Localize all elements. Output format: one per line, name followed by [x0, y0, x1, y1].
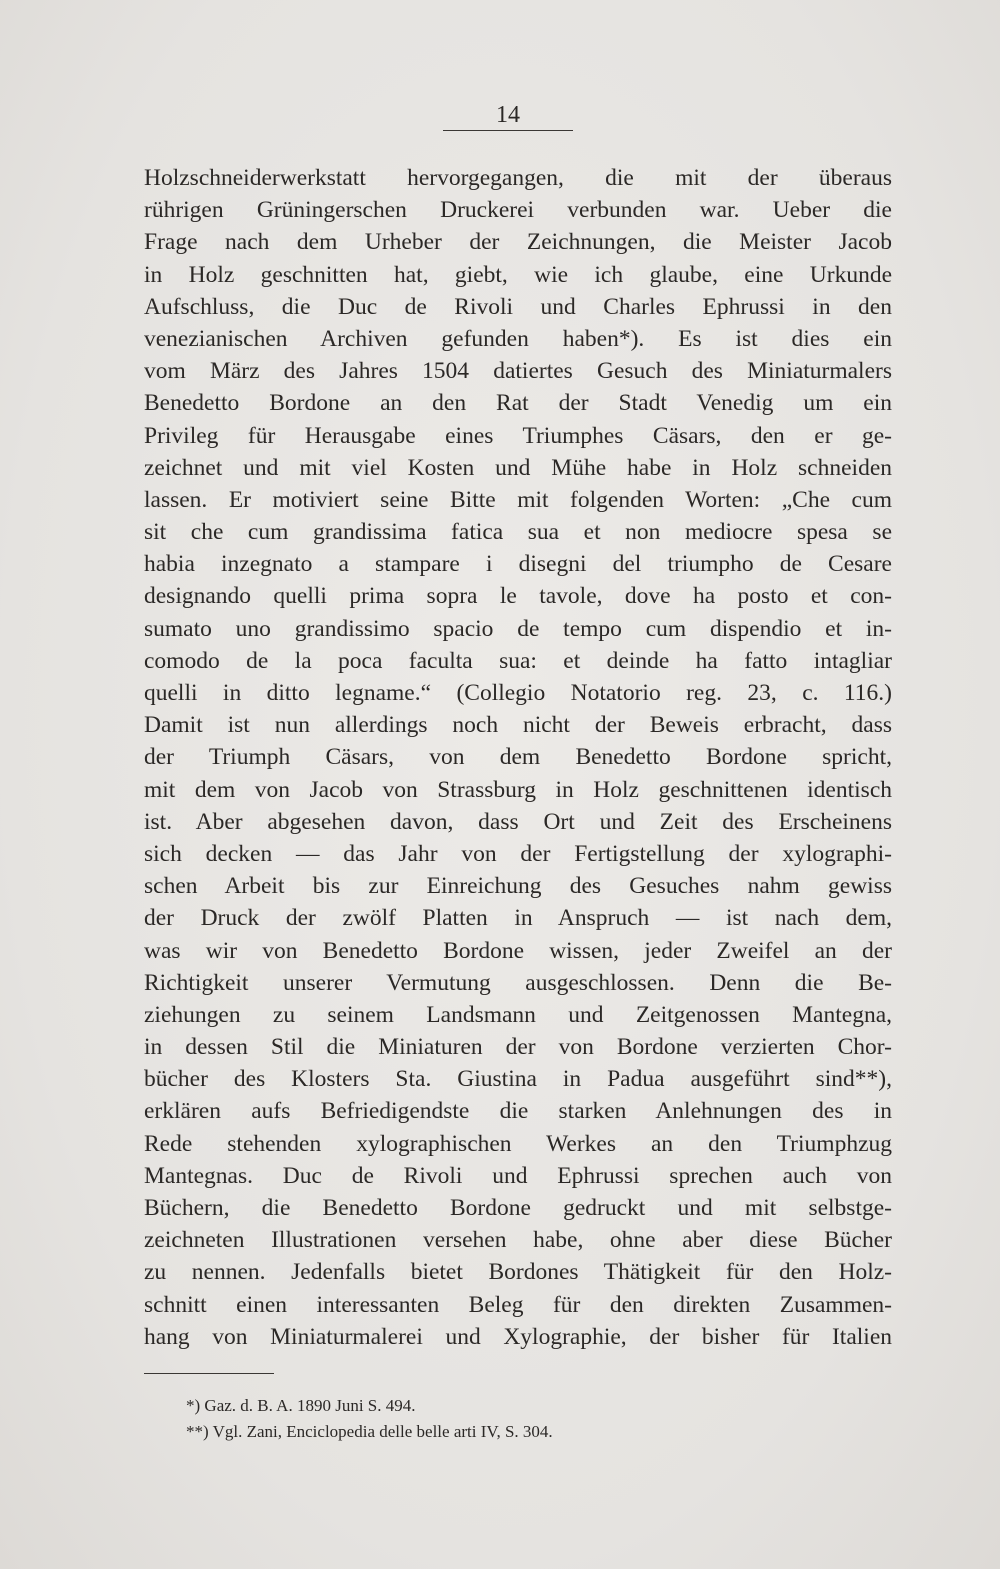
text-line: was wir von Benedetto Bordone wissen, jeder Zweifel an der [144, 937, 892, 964]
text-line: Büchern, die Benedetto Bordone gedruckt und mit selbstge- [144, 1195, 892, 1221]
header-rule [443, 130, 573, 131]
text-line: Privileg für Herausgabe eines Triumphes Cäsars, den er ge- [144, 422, 892, 449]
text-line: lassen. Er motiviert seine Bitte mit folgenden Worten: „Che cum [144, 486, 892, 513]
text-line: sit che cum grandissima fatica sua et non mediocre spesa se [144, 519, 892, 546]
text-line: hang von Miniaturmalerei und Xylographie, der bisher für Italien [144, 1323, 892, 1350]
text-line: Mantegnas. Duc de Rivoli und Ephrussi sprechen auch von [144, 1162, 892, 1189]
footnote: **) Vgl. Zani, Enciclopedia delle belle arti IV, S. 304. [186, 1422, 553, 1441]
page-number: 14 [496, 102, 520, 128]
text-line: venezianischen Archiven gefunden haben*). Es ist dies ein [144, 325, 892, 352]
text-line: Richtigkeit unserer Vermutung ausgeschlossen. Denn die Be- [144, 969, 892, 996]
text-line: Aufschluss, die Duc de Rivoli und Charles Ephrussi in den [144, 293, 892, 320]
text-line: Frage nach dem Urheber der Zeichnungen, die Meister Jacob [144, 229, 892, 256]
footnote-rule [144, 1373, 274, 1374]
text-line: schnitt einen interessanten Beleg für den direkten Zusammen- [144, 1291, 892, 1318]
text-line: Rede stehenden xylographischen Werkes an den Triumphzug [144, 1130, 892, 1157]
text-line: rührigen Grüningerschen Druckerei verbunden war. Ueber die [144, 197, 892, 224]
text-line: der Triumph Cäsars, von dem Benedetto Bordone spricht, [144, 744, 892, 771]
text-line: ist. Aber abgesehen davon, dass Ort und Zeit des Erscheinens [144, 808, 892, 835]
text-line: in Holz geschnitten hat, giebt, wie ich glaube, eine Urkunde [144, 261, 892, 288]
text-line: zeichneten Illustrationen versehen habe, ohne aber diese Bücher [144, 1227, 892, 1254]
text-line: mit dem von Jacob von Strassburg in Holz geschnittenen identisch [144, 776, 892, 803]
text-line: Benedetto Bordone an den Rat der Stadt Venedig um ein [144, 390, 892, 417]
text-line: schen Arbeit bis zur Einreichung des Gesuches nahm gewiss [144, 873, 892, 900]
footnotes [186, 1393, 786, 1445]
text-line: habia inzegnato a stampare i disegni del triumpho de Cesare [144, 551, 892, 578]
text-line: in dessen Stil die Miniaturen der von Bordone verzierten Chor- [144, 1034, 892, 1061]
text-line: zeichnet und mit viel Kosten und Mühe habe in Holz schneiden [144, 454, 892, 481]
text-line: Holzschneiderwerkstatt hervorgegangen, die mit der überaus [144, 165, 892, 191]
text-line: sich decken — das Jahr von der Fertigstellung der xylographi- [144, 840, 892, 867]
text-line: ziehungen zu seinem Landsmann und Zeitgenossen Mantegna, [144, 1001, 892, 1028]
text-line: Damit ist nun allerdings noch nicht der Beweis erbracht, dass [144, 712, 892, 739]
text-line: zu nennen. Jedenfalls bietet Bordones Thätigkeit für den Holz- [144, 1259, 892, 1286]
text-line: quelli in ditto legname.“ (Collegio Notatorio reg. 23, c. 116.) [144, 680, 892, 706]
text-line: comodo de la poca faculta sua: et deinde ha fatto intagliar [144, 647, 892, 674]
text-line: sumato uno grandissimo spacio de tempo cum dispendio et in- [144, 615, 892, 642]
text-line: der Druck der zwölf Platten in Anspruch — ist nach dem, [144, 905, 892, 932]
footnote: *) Gaz. d. B. A. 1890 Juni S. 494. [186, 1396, 416, 1415]
text-line: vom März des Jahres 1504 datiertes Gesuch des Miniaturmalers [144, 358, 892, 385]
text-line: erklären aufs Befriedigendste die starken Anlehnungen des in [144, 1098, 892, 1125]
body-text [144, 162, 892, 1353]
text-line: bücher des Klosters Sta. Giustina in Padua ausgeführt sind**), [144, 1066, 892, 1093]
text-line: designando quelli prima sopra le tavole, dove ha posto et con- [144, 583, 892, 610]
